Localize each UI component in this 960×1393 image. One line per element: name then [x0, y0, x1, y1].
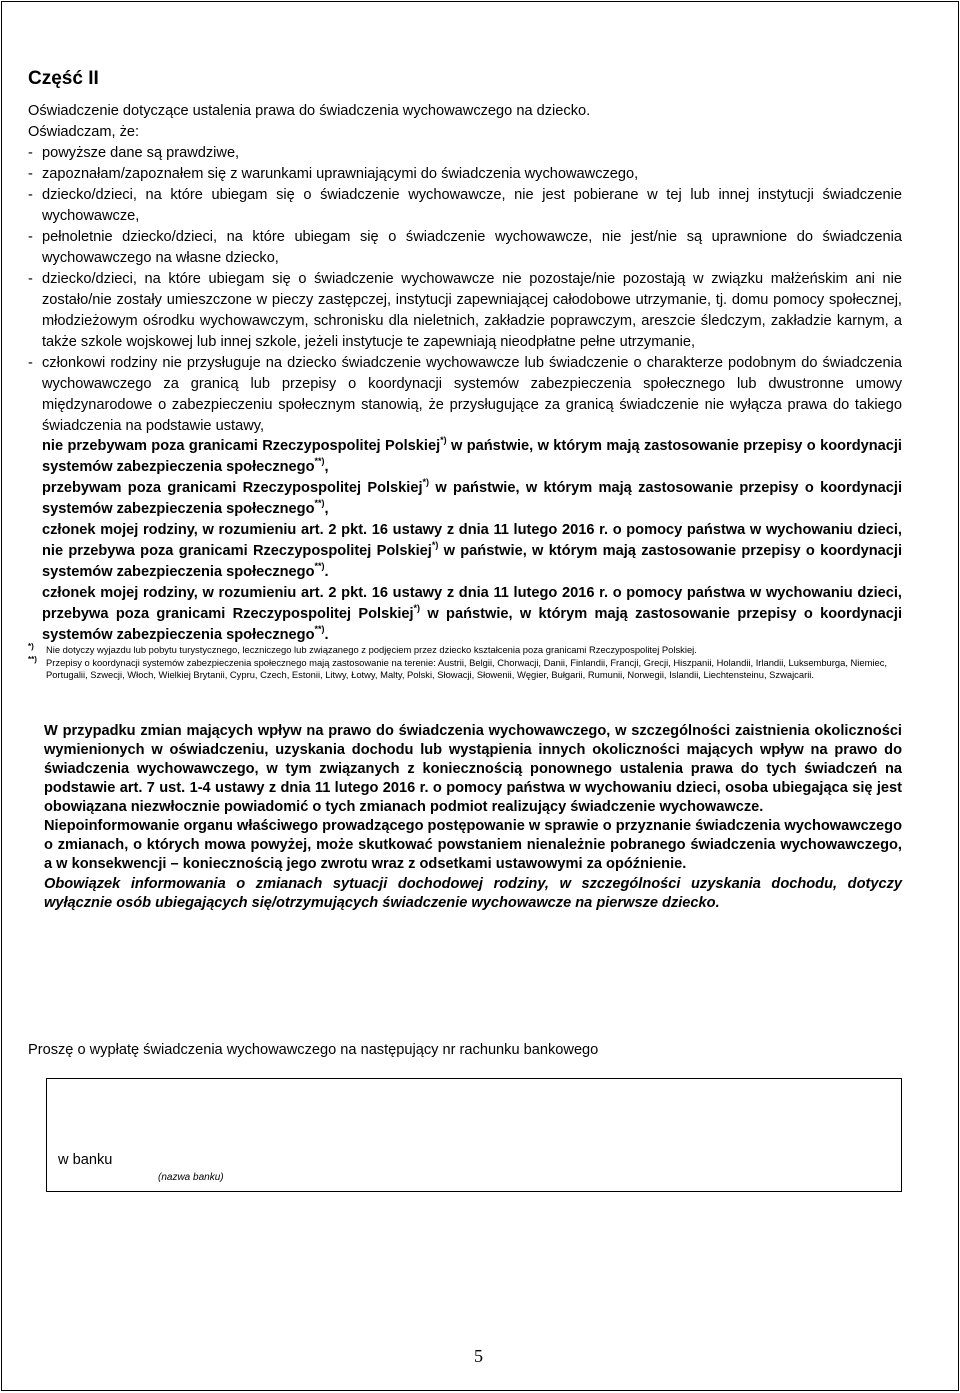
section-title: Część II [28, 68, 99, 89]
option-item: nie przebywam poza granicami Rzeczypospolitej Polskiej*) w państwie, w którym mają zastosowanie przepisy o koordynacji systemów zabezpieczenia społecznego**), [42, 435, 902, 475]
list-item: - pełnoletnie dziecko/dzieci, na które ubiegam się o świadczenie wychowawcze, nie jest/nie są uprawnione do świadczenia wychowawczego na własne dziecko, [28, 229, 902, 266]
notice-paragraph: W przypadku zmian mających wpływ na prawo do świadczenia wychowawczego, w szczególności zaistnienia okoliczności wymienionych w oświadczeniu, uzyskania dochodu lub wystąpienia innych okoliczności mających wpływ na prawo do świadczenia wychowawczego, w tym związanych z koniecznością ponownego ustalenia prawa do tych świadczeń na podstawie art. 7 ust. 1-4 ustawy z dnia 11 lutego 2016 r. o pomocy państwa w wychowaniu dzieci, osoba ubiegająca się jest obowiązana niezwłocznie powiadomić o tych zmianach podmiot realizujący świadczenie wychowawcze. [44, 723, 902, 815]
footnote: **) Przepisy o koordynacji systemów zabezpieczenia społecznego mają zastosowanie na terenie: Austrii, Belgii, Chorwacji, Danii, Finlandii, Francji, Grecji, Hiszpanii, Holandii, Irlandii, Luksemburga, Niemiec, Portugalii, Szwecji, Włoch, Wielkiej Brytanii, Cypru, Czech, Estonii, Litwy, Łotwy, Malty, Polski, Słowacji, Słowenii, Węgier, Bułgarii, Rumunii, Norwegii, Islandii, Liechtensteinu, Szwajcarii. [28, 654, 887, 680]
list-item: - powyższe dane są prawdziwe, [28, 145, 240, 161]
footnote: *) Nie dotyczy wyjazdu lub pobytu turystycznego, leczniczego lub związanego z podjęciem przez dziecko kształcenia poza granicami Rzeczypospolitej Polskiej. [28, 642, 697, 655]
declaration-intro: Oświadczenie dotyczące ustalenia prawa do świadczenia wychowawczego na dziecko. [28, 103, 591, 119]
page-number: 5 [474, 1346, 483, 1366]
footnotes [28, 644, 898, 682]
declaration-lead: Oświadczam, że: [28, 124, 140, 140]
option-item: członek mojej rodziny, w rozumieniu art. 2 pkt. 16 ustawy z dnia 11 lutego 2016 r. o pomocy państwa w wychowaniu dzieci, nie przebywa poza granicami Rzeczypospolitej Polskiej*) w państwie, w którym mają zastosowanie przepisy o koordynacji systemów zabezpieczenia społecznego**). [42, 522, 903, 580]
list-item: - członkowi rodziny nie przysługuje na dziecko świadczenie wychowawcze lub świadczenie o charakterze podobnym do świadczenia wychowawczego za granicą lub przepisy o koordynacji systemów zabezpieczenia społecznego lub dwustronne umowy międzynarodowe o zabezpieczeniu społecznym stanowią, że przysługujące za granicą świadczenie nie wyłącza prawa do takiego świadczenia na podstawie ustawy, [28, 355, 902, 434]
list-item: - zapoznałam/zapoznałem się z warunkami uprawniającymi do świadczenia wychowawczego, [28, 166, 639, 182]
bank-account-label: Proszę o wypłatę świadczenia wychowawczego na następujący nr rachunku bankowego [28, 1042, 599, 1058]
list-item: - dziecko/dzieci, na które ubiegam się o świadczenie wychowawcze, nie jest pobierane w tej lub innej instytucji świadczenie wychowawcze, [28, 187, 902, 224]
bank-name-note: (nazwa banku) [158, 1172, 224, 1183]
option-item: przebywam poza granicami Rzeczypospolitej Polskiej*) w państwie, w którym mają zastosowanie przepisy o koordynacji systemów zabezpieczenia społecznego**), [42, 477, 902, 517]
residence-options [42, 436, 902, 646]
option-item: członek mojej rodziny, w rozumieniu art. 2 pkt. 16 ustawy z dnia 11 lutego 2016 r. o pomocy państwa w wychowaniu dzieci, przebywa poza granicami Rzeczypospolitej Polskiej*) w państwie, w którym mają zastosowanie przepisy o koordynacji systemów zabezpieczenia społecznego**). [42, 585, 903, 643]
notice-italic: Obowiązek informowania o zmianach sytuacji dochodowej rodziny, w szczególności uzyskania dochodu, dotyczy wyłącznie osób ubiegających się/otrzymujących świadczenie wychowawcze na pierwsze dziecko. [44, 876, 902, 911]
list-item: - dziecko/dzieci, na które ubiegam się o świadczenie wychowawcze nie pozostaje/nie pozostają w związku małżeńskim ani nie zostało/nie zostały umieszczone w pieczy zastępczej, instytucji zapewniającej całodobowe utrzymanie, tj. domu pomocy społecznej, młodzieżowym ośrodku wychowawczym, schronisku dla nieletnich, zakładzie poprawczym, areszcie śledczym, zakładzie karnym, a także szkole wojskowej lub innej szkole, jeżeli instytucje te zapewniają nieodpłatne pełne utrzymanie, [28, 271, 902, 350]
bank-name-label: w banku [58, 1152, 113, 1168]
notice-block [44, 722, 902, 913]
declaration-section [28, 101, 902, 437]
notice-paragraph: Niepoinformowanie organu właściwego prowadzącego postępowanie w sprawie o przyznanie świadczenia wychowawczego o zmianach, o których mowa powyżej, może skutkować powstaniem nienależnie pobranego świadczenia wychowawczego, a w konsekwencji – koniecznością jego zwrotu wraz z odsetkami ustawowymi za opóźnienie. [44, 818, 902, 872]
